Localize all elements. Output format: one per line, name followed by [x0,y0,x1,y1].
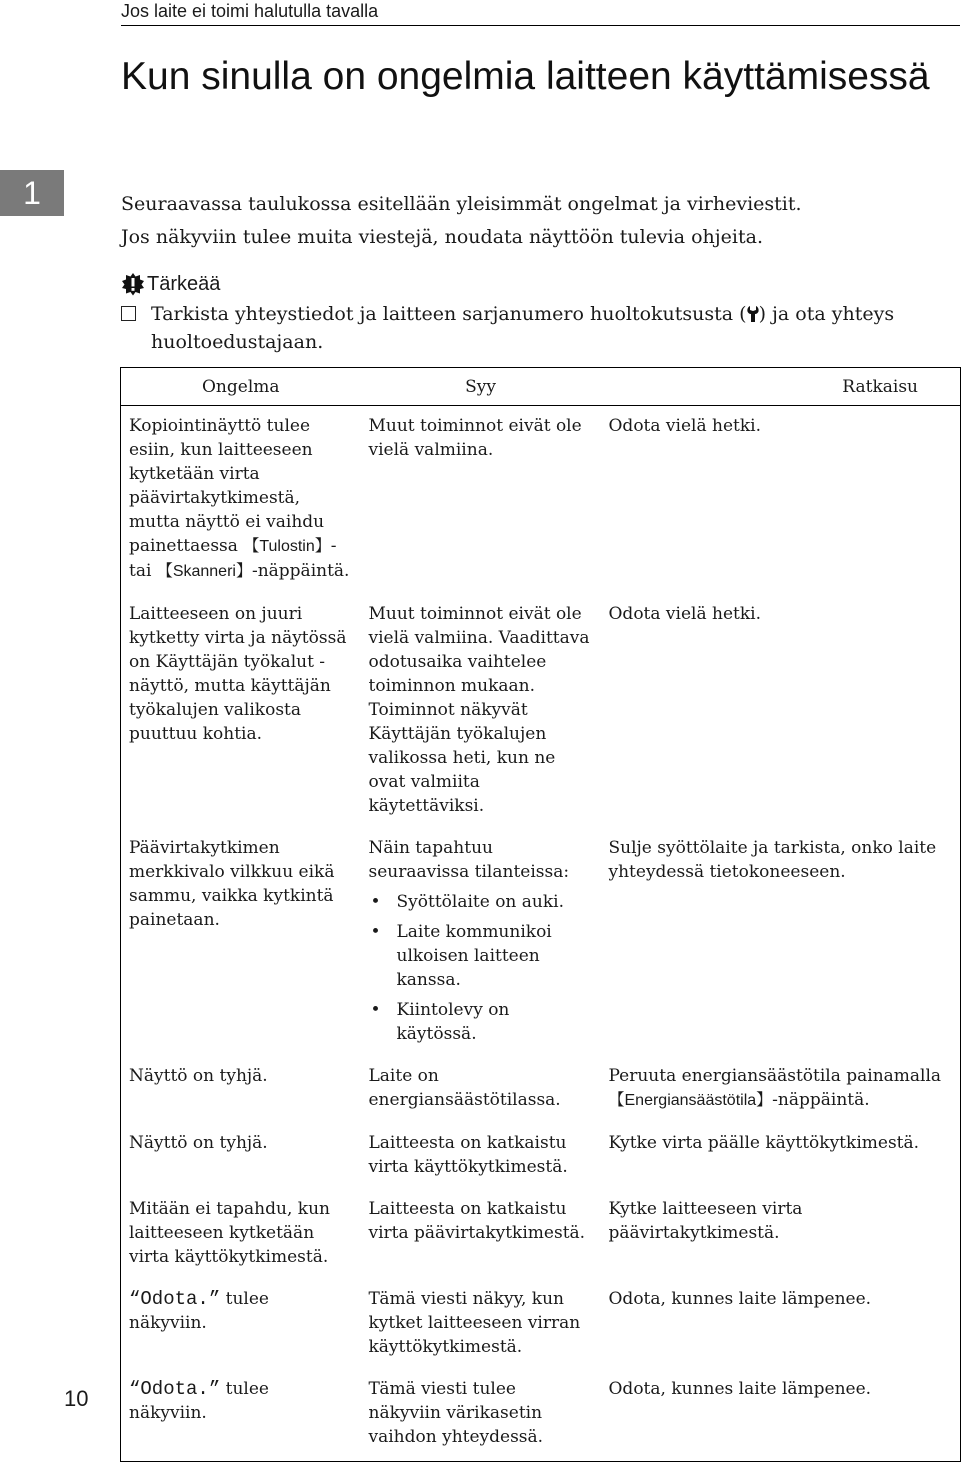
running-header: Jos laite ei toimi halutulla tavalla [121,0,960,26]
table-row [121,828,961,1056]
problem-text: -näppäintä. [251,561,350,581]
table-row [121,1369,961,1462]
column-header-problem: Ongelma [121,368,361,406]
important-heading [121,270,220,298]
problem-text: - tai [129,536,337,581]
list-item: • Syöttölaite on auki. [369,890,591,914]
solution-cell: Sulje syöttölaite ja tarkista, onko laite yhteydessä tietokoneeseen. [601,828,961,1056]
solution-cell: Odota vielä hetki. [601,594,961,828]
wrench-icon [747,305,759,323]
solution-cell: Odota vielä hetki. [601,406,961,595]
problem-text: tulee näkyviin. [129,1289,269,1333]
cause-cell: Tämä viesti näkyy, kun kytket laitteeseen virran käyttökytkimestä. [368,1289,581,1357]
solution-cell: Kytke laitteeseen virta päävirtakytkimestä. [601,1189,961,1279]
troubleshooting-table [120,367,961,1462]
solution-cell: Odota, kunnes laite lämpenee. [601,1369,961,1462]
key-label: 【Tulostin】 [243,538,331,555]
important-text-after: ) ja ota yhteys huoltoedustajaan. [151,303,895,353]
problem-text: Kopiointinäyttö tulee esiin, kun laitteeseen kytketään virta päävirtakytkimestä, mutta näyttö ei vaihdu painettaessa [129,416,325,556]
list-item: • Kiintolevy on käytössä. [369,998,591,1046]
cause-cell: Muut toiminnot eivät ole vielä valmiina. Vaadittava odotusaika vaihtelee toiminnon mukaan. Toiminnot näkyvät Käyttäjän työkalujen valikossa heti, kun ne ovat valmiita käytettäviksi. [368,604,590,816]
table-row [121,594,961,828]
problem-text: tulee näkyviin. [129,1379,269,1423]
cause-cell [361,828,601,1056]
problem-cell: Laitteeseen on juuri kytketty virta ja näytössä on Käyttäjän työkalut -näyttö, mutta käyttäjän työkalujen valikosta puuttuu kohtia. [121,594,361,828]
problem-cell [121,1369,361,1462]
solution-cell: Kytke virta päälle käyttökytkimestä. [601,1123,961,1189]
important-item-text [121,300,960,356]
problem-cell [121,406,361,595]
intro-line: Seuraavassa taulukossa esitellään yleisimmät ongelmat ja virheviestit. [121,193,802,215]
cause-cell: Laitteesta on katkaistu virta käyttökytkimestä. [368,1133,568,1177]
table-row [121,1279,961,1369]
problem-cell: Näyttö on tyhjä. [121,1056,361,1123]
display-message: “Odota.” [129,1288,221,1310]
cause-intro: Näin tapahtuu seuraavissa tilanteissa: [368,838,570,882]
list-item: • Laite kommunikoi ulkoisen laitteen kanssa. [369,920,591,992]
solution-cell [601,1056,961,1123]
key-label: 【Skanneri】 [156,563,252,580]
problem-cell: Päävirtakytkimen merkkivalo vilkkuu eikä sammu, vaikka kytkintä painetaan. [121,828,361,1056]
checkbox-icon [121,306,136,321]
important-label: Tärkeää [147,272,221,295]
table-row [121,1123,961,1189]
table-row [121,1056,961,1123]
table-row [121,1189,961,1279]
important-text-before: Tarkista yhteystiedot ja laitteen sarjanumero huoltokutsusta ( [151,303,747,325]
solution-cell: Odota, kunnes laite lämpenee. [601,1279,961,1369]
cause-cell: Laitteesta on katkaistu virta päävirtakytkimestä. [368,1199,586,1243]
column-header-solution: Ratkaisu [601,368,961,406]
cause-bullet-list [369,890,591,1046]
column-header-cause: Syy [361,368,601,406]
page-number: 10 [64,1386,89,1411]
page-title: Kun sinulla on ongelmia laitteen käyttämisessä [121,55,930,98]
display-message: “Odota.” [129,1378,221,1400]
key-label: 【Energiansäästötila】 [608,1092,773,1109]
solution-text: Peruuta energiansäästötila painamalla [608,1066,942,1086]
important-item [121,300,960,356]
solution-text: -näppäintä. [772,1090,870,1110]
problem-cell [121,1279,361,1369]
problem-cell: Mitään ei tapahdu, kun laitteeseen kytketään virta käyttökytkimestä. [121,1189,361,1279]
table-row [121,406,961,595]
intro-line: Jos näkyviin tulee muita viestejä, noudata näyttöön tulevia ohjeita. [121,226,764,248]
chapter-tab: 1 [0,170,64,216]
cause-cell: Muut toiminnot eivät ole vielä valmiina. [368,416,582,460]
cause-cell: Laite on energiansäästötilassa. [368,1066,561,1110]
important-icon [121,272,145,296]
problem-cell: Näyttö on tyhjä. [121,1123,361,1189]
table-header-row [121,368,961,406]
intro-text [121,188,951,254]
cause-cell: Tämä viesti tulee näkyviin värikasetin vaihdon yhteydessä. [361,1369,601,1462]
